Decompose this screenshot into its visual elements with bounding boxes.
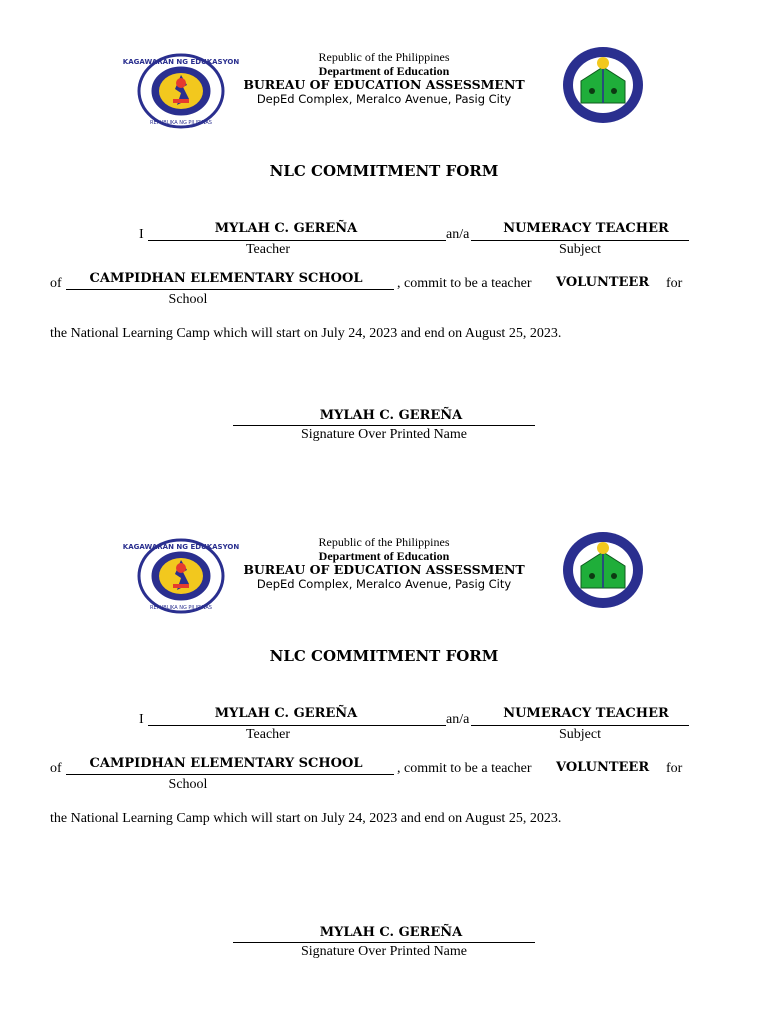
svg-text:REPUBLIKA NG PILIPINAS: REPUBLIKA NG PILIPINAS [150, 605, 212, 611]
of-label: of [50, 276, 62, 291]
subject-caption: Subject [559, 242, 601, 257]
school-underline [66, 289, 394, 290]
address-line: DepEd Complex, Meralco Avenue, Pasig City [256, 577, 512, 591]
pronoun-i: I [139, 712, 144, 727]
signature-underline [233, 425, 535, 426]
signature-name: MYLAH C. GEREÑA [319, 925, 463, 940]
department-line: Department of Education [318, 549, 450, 563]
teacher-name-field: MYLAH C. GEREÑA [214, 221, 358, 236]
subject-field: NUMERACY TEACHER [503, 221, 669, 236]
form-title: NLC COMMITMENT FORM [269, 647, 499, 665]
for-label: for [666, 276, 683, 291]
bureau-line: BUREAU OF EDUCATION ASSESSMENT [243, 77, 525, 92]
school-field: CAMPIDHAN ELEMENTARY SCHOOL [89, 756, 363, 771]
commitment-form-2 [0, 485, 768, 985]
svg-text:REPUBLIKA NG PILIPINAS: REPUBLIKA NG PILIPINAS [150, 120, 212, 126]
subject-caption: Subject [559, 727, 601, 742]
role-field: VOLUNTEER [556, 760, 650, 775]
subject-underline [471, 240, 689, 241]
republic-line: Republic of the Philippines [318, 535, 450, 549]
subject-underline [471, 725, 689, 726]
pronoun-i: I [139, 227, 144, 242]
svg-text:KAGAWARAN NG EDUKASYON: KAGAWARAN NG EDUKASYON [122, 543, 240, 551]
signature-name: MYLAH C. GEREÑA [319, 408, 463, 423]
teacher-underline [148, 240, 446, 241]
of-label: of [50, 761, 62, 776]
commit-text: , commit to be a teacher [397, 276, 532, 291]
school-caption: School [168, 292, 208, 307]
signature-underline [233, 942, 535, 943]
form-title: NLC COMMITMENT FORM [269, 162, 499, 180]
school-caption: School [168, 777, 208, 792]
school-field: CAMPIDHAN ELEMENTARY SCHOOL [89, 271, 363, 286]
svg-text:KAGAWARAN NG EDUKASYON: KAGAWARAN NG EDUKASYON [122, 58, 240, 66]
signature-caption: Signature Over Printed Name [300, 944, 467, 959]
department-line: Department of Education [318, 64, 450, 78]
role-field: VOLUNTEER [556, 275, 650, 290]
address-line: DepEd Complex, Meralco Avenue, Pasig City [256, 92, 512, 106]
teacher-caption: Teacher [245, 727, 291, 742]
for-label: for [666, 761, 683, 776]
an-a-label: an/a [446, 712, 470, 727]
commit-text: , commit to be a teacher [397, 761, 532, 776]
teacher-name-field: MYLAH C. GEREÑA [214, 706, 358, 721]
signature-caption: Signature Over Printed Name [300, 427, 467, 442]
camp-sentence: the National Learning Camp which will start on July 24, 2023 and end on August 25, 2023. [50, 326, 562, 341]
subject-field: NUMERACY TEACHER [503, 706, 669, 721]
teacher-underline [148, 725, 446, 726]
an-a-label: an/a [446, 227, 470, 242]
bureau-line: BUREAU OF EDUCATION ASSESSMENT [243, 562, 525, 577]
teacher-caption: Teacher [245, 242, 291, 257]
camp-sentence: the National Learning Camp which will start on July 24, 2023 and end on August 25, 2023. [50, 811, 562, 826]
school-underline [66, 774, 394, 775]
commitment-form-1 [0, 0, 768, 500]
republic-line: Republic of the Philippines [318, 50, 450, 64]
